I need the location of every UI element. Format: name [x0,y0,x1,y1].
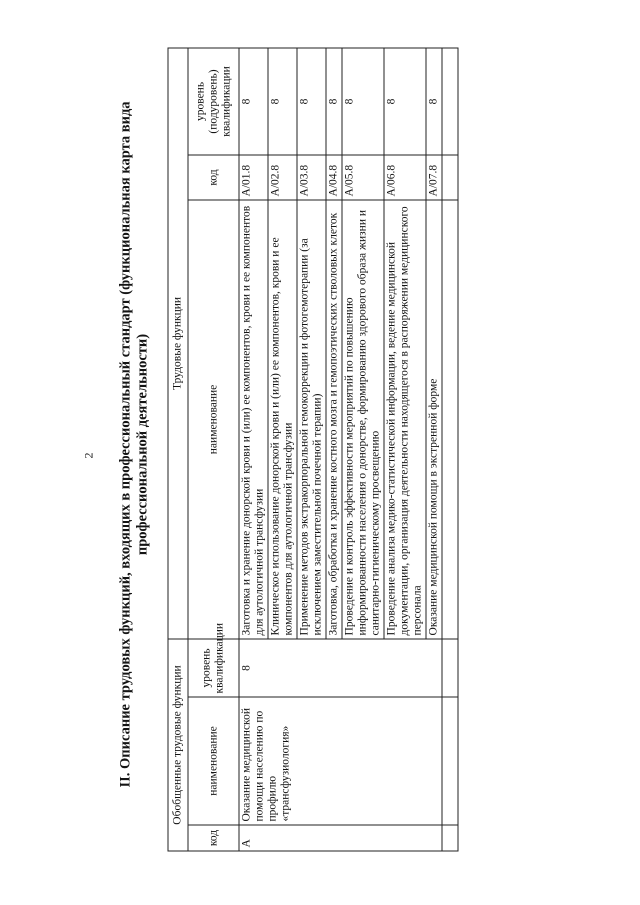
function-code: A/07.8 [426,154,442,199]
generalized-level: 8 [239,638,442,696]
header-row-group [168,47,188,850]
function-level: 8 [384,47,426,154]
header-function-name: наименование [188,199,239,638]
functional-map-table [167,47,458,851]
function-name: Проведение анализа медико-статистической информации, ведение медицинской документации, организация деятельности находящегося в распоряжении медицинского персонала [384,199,426,638]
function-code: A/04.8 [326,154,342,199]
function-name: Проведение и контроль эффективности мероприятий по повышению информированности населения о донорстве, формированию здорового образа жизни и санитарно-гигиеническому просвещению [342,199,384,638]
table-row [239,47,268,850]
header-labor-functions: Трудовые функции [168,47,188,638]
function-level: 8 [342,47,384,154]
empty-cell [442,825,458,851]
function-code: A/05.8 [342,154,384,199]
header-name: наименование [188,697,239,825]
table-row-empty [442,47,458,850]
header-sublevel: уровень (подуровень) квалификации [188,47,239,154]
function-code: A/01.8 [239,154,268,199]
generalized-name: Оказание медицинской помощи населению по профилю «трансфузиология» [239,697,442,825]
header-function-code: код [188,154,239,199]
header-row-columns [188,47,239,850]
header-generalized-functions: Обобщенные трудовые функции [168,638,188,850]
function-name: Заготовка и хранение донорской крови и (или) ее компонентов, крови и ее компонентов для аутологичной трансфузии [239,199,268,638]
section-title-line-1: II. Описание трудовых функций, входящих в профессиональный стандарт (функциональная карта вида [117,100,133,788]
header-level: уровень квалификации [188,638,239,696]
function-level: 8 [426,47,442,154]
empty-cell [442,154,458,199]
empty-cell [442,47,458,154]
header-code: код [188,825,239,851]
generalized-code: A [239,825,442,851]
function-level: 8 [326,47,342,154]
page-number: 2 [81,452,96,459]
function-level: 8 [297,47,326,154]
function-code: A/06.8 [384,154,426,199]
function-name: Клиническое использование донорской крови и (или) ее компонентов, крови и ее компонентов для аутологичной трансфузии [268,199,297,638]
empty-cell [442,697,458,825]
function-code: A/02.8 [268,154,297,199]
rotated-page-content [115,24,585,869]
function-name: Применение методов экстракорпоральной гемокоррекции и фотогемотерапии (за исключением заместительной почечной терапии) [297,199,326,638]
function-code: A/03.8 [297,154,326,199]
section-title-line-2: профессиональной деятельности) [134,333,150,555]
function-name: Оказание медицинской помощи в экстренной форме [426,199,442,638]
empty-cell [442,638,458,696]
section-title [117,49,151,839]
function-level: 8 [239,47,268,154]
function-name: Заготовка, обработка и хранение костного мозга и гемопоэтических стволовых клеток [326,199,342,638]
function-level: 8 [268,47,297,154]
empty-cell [442,199,458,638]
